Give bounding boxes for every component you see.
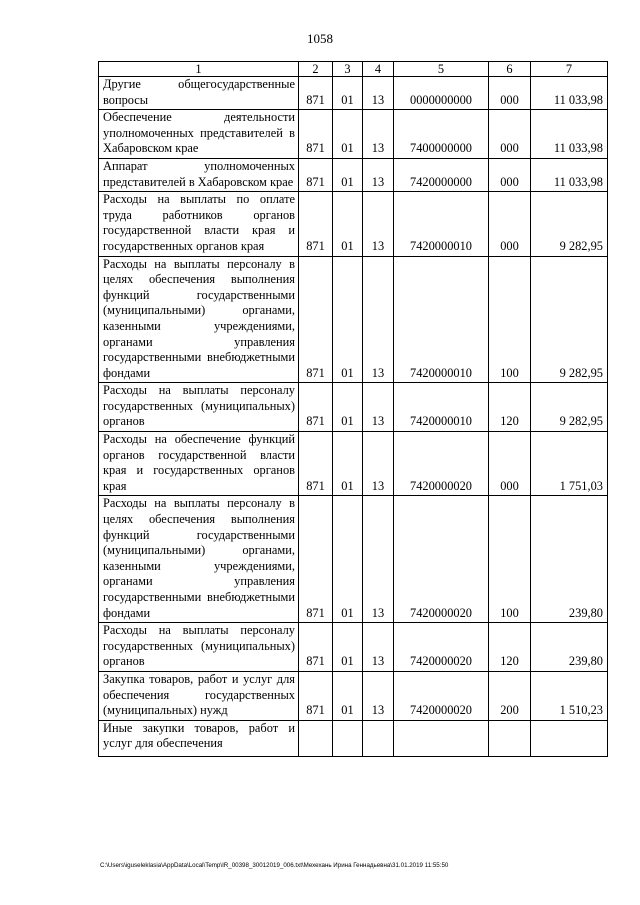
subsection-cell: 13 — [363, 192, 394, 256]
expense-type-cell — [489, 720, 531, 756]
amount-cell: 9 282,95 — [531, 256, 608, 383]
page-number: 1058 — [307, 31, 333, 46]
subsection-cell: 13 — [363, 432, 394, 496]
ministry-code-cell: 871 — [299, 256, 333, 383]
expense-type-cell: 000 — [489, 77, 531, 110]
subsection-cell: 13 — [363, 383, 394, 432]
budget-table — [98, 61, 608, 757]
expense-type-cell: 120 — [489, 623, 531, 672]
target-article-cell: 7420000010 — [394, 383, 489, 432]
amount-cell — [531, 720, 608, 756]
subsection-cell: 13 — [363, 496, 394, 623]
ministry-code-cell: 871 — [299, 158, 333, 191]
table-row — [99, 110, 608, 159]
column-header: 2 — [299, 62, 333, 77]
ministry-code-cell: 871 — [299, 192, 333, 256]
ministry-code-cell: 871 — [299, 671, 333, 720]
expense-name-cell: Иные закупки товаров, работ и услуг для обеспечения — [99, 720, 299, 756]
section-cell: 01 — [333, 383, 363, 432]
ministry-code-cell: 871 — [299, 496, 333, 623]
section-cell — [333, 720, 363, 756]
target-article-cell: 7400000000 — [394, 110, 489, 159]
target-article-cell: 7420000010 — [394, 192, 489, 256]
ministry-code-cell: 871 — [299, 432, 333, 496]
section-cell: 01 — [333, 496, 363, 623]
section-cell: 01 — [333, 432, 363, 496]
subsection-cell: 13 — [363, 77, 394, 110]
table-row — [99, 256, 608, 383]
target-article-cell: 7420000000 — [394, 158, 489, 191]
table-header-row — [99, 62, 608, 77]
expense-name-cell: Расходы на обеспечение функций органов государственной власти края и государственных органов края — [99, 432, 299, 496]
table-row — [99, 192, 608, 256]
expense-name-cell: Закупка товаров, работ и услуг для обеспечения государственных (муниципальных) нужд — [99, 671, 299, 720]
subsection-cell: 13 — [363, 256, 394, 383]
expense-type-cell: 120 — [489, 383, 531, 432]
expense-name-cell: Аппарат уполномоченных представителей в Хабаровском крае — [99, 158, 299, 191]
expense-type-cell: 000 — [489, 158, 531, 191]
target-article-cell — [394, 720, 489, 756]
section-cell: 01 — [333, 671, 363, 720]
target-article-cell: 7420000010 — [394, 256, 489, 383]
amount-cell: 11 033,98 — [531, 110, 608, 159]
expense-name-cell: Расходы на выплаты персоналу в целях обеспечения выполнения функций государственными (муниципальными) органами, казенными учреждениями, органами управления государственными внебюджетными фондами — [99, 496, 299, 623]
target-article-cell: 7420000020 — [394, 623, 489, 672]
amount-cell: 9 282,95 — [531, 192, 608, 256]
column-header: 5 — [394, 62, 489, 77]
subsection-cell: 13 — [363, 158, 394, 191]
target-article-cell: 7420000020 — [394, 496, 489, 623]
column-header: 4 — [363, 62, 394, 77]
expense-name-cell: Расходы на выплаты персоналу государственных (муниципальных) органов — [99, 383, 299, 432]
section-cell: 01 — [333, 77, 363, 110]
expense-type-cell: 100 — [489, 496, 531, 623]
amount-cell: 11 033,98 — [531, 158, 608, 191]
section-cell: 01 — [333, 158, 363, 191]
expense-name-cell: Расходы на выплаты персоналу государственных (муниципальных) органов — [99, 623, 299, 672]
table-row — [99, 432, 608, 496]
expense-type-cell: 000 — [489, 192, 531, 256]
expense-name-cell: Другие общегосударственные вопросы — [99, 77, 299, 110]
expense-name-cell: Обеспечение деятельности уполномоченных представителей в Хабаровском крае — [99, 110, 299, 159]
expense-name-cell: Расходы на выплаты по оплате труда работников органов государственной власти края и государственных органов края — [99, 192, 299, 256]
table-row — [99, 496, 608, 623]
subsection-cell: 13 — [363, 623, 394, 672]
table-row — [99, 671, 608, 720]
document-footer-path: C:\Users\iguseleklasia\AppData\Local\Temp\IR_00398_30012019_006.txt\Мехехань Ирина Геннадьевна\31.01.2019 11:55:50 — [100, 862, 449, 869]
expense-type-cell: 000 — [489, 432, 531, 496]
section-cell: 01 — [333, 110, 363, 159]
ministry-code-cell: 871 — [299, 623, 333, 672]
table-row — [99, 383, 608, 432]
target-article-cell: 7420000020 — [394, 671, 489, 720]
table-row — [99, 720, 608, 756]
table-row — [99, 623, 608, 672]
ministry-code-cell — [299, 720, 333, 756]
target-article-cell: 0000000000 — [394, 77, 489, 110]
table-row — [99, 77, 608, 110]
section-cell: 01 — [333, 192, 363, 256]
target-article-cell: 7420000020 — [394, 432, 489, 496]
expense-type-cell: 000 — [489, 110, 531, 159]
ministry-code-cell: 871 — [299, 383, 333, 432]
subsection-cell — [363, 720, 394, 756]
amount-cell: 1 751,03 — [531, 432, 608, 496]
expense-name-cell: Расходы на выплаты персоналу в целях обеспечения выполнения функций государственными (муниципальными) органами, казенными учреждениями, органами управления государственными внебюджетными фондами — [99, 256, 299, 383]
column-header: 6 — [489, 62, 531, 77]
amount-cell: 239,80 — [531, 496, 608, 623]
section-cell: 01 — [333, 256, 363, 383]
amount-cell: 1 510,23 — [531, 671, 608, 720]
subsection-cell: 13 — [363, 671, 394, 720]
column-header: 1 — [99, 62, 299, 77]
expense-type-cell: 200 — [489, 671, 531, 720]
ministry-code-cell: 871 — [299, 77, 333, 110]
column-header: 3 — [333, 62, 363, 77]
ministry-code-cell: 871 — [299, 110, 333, 159]
amount-cell: 11 033,98 — [531, 77, 608, 110]
amount-cell: 239,80 — [531, 623, 608, 672]
amount-cell: 9 282,95 — [531, 383, 608, 432]
expense-type-cell: 100 — [489, 256, 531, 383]
column-header: 7 — [531, 62, 608, 77]
section-cell: 01 — [333, 623, 363, 672]
subsection-cell: 13 — [363, 110, 394, 159]
table-row — [99, 158, 608, 191]
